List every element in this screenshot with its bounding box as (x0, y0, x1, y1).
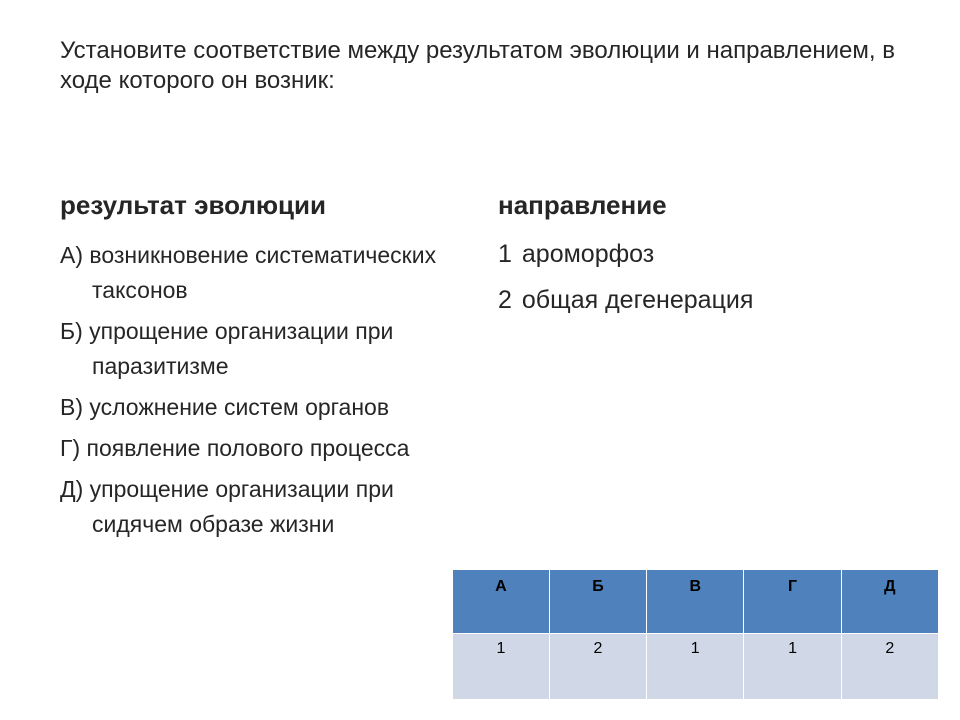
results-list (60, 238, 470, 548)
result-item-g: Г) появление полового процесса (60, 435, 410, 461)
directions-list (498, 236, 753, 328)
answer-header-cell: А (452, 570, 549, 634)
result-item-v: В) усложнение систем органов (60, 394, 390, 420)
answer-header-cell: Д (841, 570, 938, 634)
question-title: Установите соответствие между результатом эволюции и направлением, в ходе которого он возник: (60, 37, 895, 94)
answer-header-cell: В (647, 570, 744, 634)
direction-item-1 (498, 236, 753, 272)
answer-header-row (452, 570, 939, 634)
answer-value-row (452, 634, 939, 700)
direction-number: 1 (498, 240, 512, 268)
result-item-a: А) возникновение систематических таксонов (60, 242, 437, 303)
direction-column-header: направление (498, 190, 667, 220)
result-item-d: Д) упрощение организации при сидячем образе жизни (60, 476, 394, 537)
direction-label: общая дегенерация (521, 286, 754, 314)
answer-header-cell: Б (549, 570, 646, 634)
answer-value-cell: 2 (841, 634, 938, 700)
answer-value-cell: 1 (647, 634, 744, 700)
answer-value-cell: 2 (549, 634, 646, 700)
result-item-b: Б) упрощение организации при паразитизме (60, 318, 394, 379)
answer-header-cell: Г (744, 570, 841, 634)
direction-item-2 (498, 282, 753, 318)
answer-table (451, 569, 939, 700)
direction-label: ароморфоз (521, 240, 655, 268)
answer-value-cell: 1 (744, 634, 841, 700)
answer-value-cell: 1 (452, 634, 549, 700)
result-column-header: результат эволюции (60, 190, 327, 220)
direction-number: 2 (498, 286, 512, 314)
